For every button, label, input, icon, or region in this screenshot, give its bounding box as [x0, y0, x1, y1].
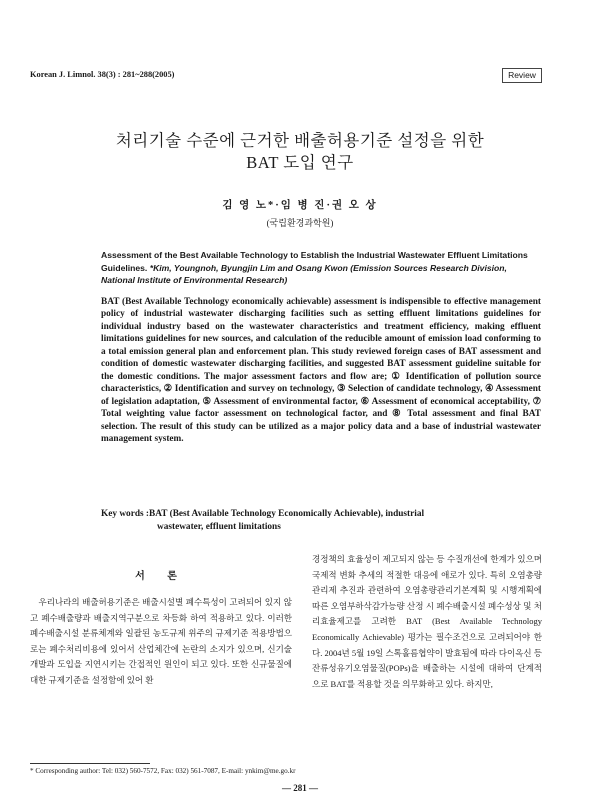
author-list: 김 영 노*·임 병 진·권 오 상	[222, 200, 378, 211]
affiliation: (국립환경과학원)	[266, 218, 334, 228]
keywords-line-1: BAT (Best Available Technology Economically Achievable), industrial	[149, 509, 425, 519]
section-heading-introduction: 서 론	[135, 571, 187, 582]
english-title: Assessment of the Best Available Technology to Establish the Industrial Wastewater Effluent Limitations Guidelines.	[101, 250, 528, 273]
keywords	[101, 508, 541, 534]
english-authors: *Kim, Youngnoh, Byungjin Lim and Osang Kwon (Emission Sources Research Division, National Institute of Environmental Research)	[101, 262, 507, 285]
keywords-label: Key words :	[101, 509, 150, 519]
body-text-right-column: 경정책의 효율성이 제고되지 않는 등 수질개선에 한계가 있으며 국제적 변화 추세의 적절한 대응에 애로가 있다. 특히 오염총량관리제 추진과 관련하여 오염총량관리기본계획 및 시행계획에 따른 오염부하삭감가능량 산정 시 폐수배출시설 폐수성상 및 처리효율제고를 고려한 BAT (Best Available Technology Economically Achievable) 평가는 필수조건으로 고려되어야 한다. 2004년 5월 19일 스톡홀름협약이 발효됨에 따라 다이옥신 등 잔류성유기오염물질(POPs)을 배출하는 시설에 대하여 단계적으로 BAT를 적용할 것을 의무화하고 있다. 하지만,	[312, 554, 542, 689]
corresponding-author-footnote: * Corresponding author: Tel: 032) 560-7572, Fax: 032) 561-7087, E-mail: ynkim@me.go.kr	[30, 767, 296, 775]
footnote-divider	[30, 763, 150, 764]
page-number: — 281 —	[282, 783, 318, 793]
review-badge: Review	[502, 68, 542, 83]
english-title-block	[101, 249, 541, 287]
journal-citation: Korean J. Limnol. 38(3) : 281~288(2005)	[30, 70, 175, 79]
body-text-left-column: 우리나라의 배출허용기준은 배출시설별 폐수특성이 고려되어 있지 않고 폐수배출량과 배출지역구분으로 차등화 하여 적용하고 있다. 이러한 폐수배출시설 분류체계와 일괄된 농도규제 위주의 규제기준 적용방법으로는 폐수처리비용에 있어서 산업체간에 논란의 소지가 있으며, 신기술개발과 도입을 지연시키는 간접적인 원인이 되고 있다. 또한 신규물질에 대한 규제기준을 설정함에 있어 환	[30, 597, 292, 685]
abstract: BAT (Best Available Technology economically achievable) assessment is indispensible to effective management policy of industrial wastewater discharging facilities such as setting effluent limitations guidelines for individual industry based on the wastewater characteristics and treatment efficiency, making effluent limitations guidelines for new sources, and calculation of the reducible amount of emission load conforming to a total emission general plan and enforcement plan. This study reviewed foreign cases of BAT assessment and condition of domestic wastewater discharging facilities, and suggested BAT assessment guideline suitable for the domestic conditions. The major assessment factors and flow are; ① Identification of pollution source characteristics, ② Identification and survey on technology, ③ Selection of candidate technology, ④ Assessment of legislation adaptation, ⑤ Assessment of environmental factor, ⑥ Assessment of economical acceptability, ⑦ Total weighting value factor assessment on technological factor, and ⑧ Total assessment and final BAT selection. The result of this study can be utilized as a major policy data and a base of industrial wastewater management system.	[101, 297, 541, 444]
paper-title-line-1: 처리기술 수준에 근거한 배출허용기준 설정을 위한	[115, 131, 485, 150]
paper-title-line-2: BAT 도입 연구	[246, 153, 354, 172]
keywords-line-2: wastewater, effluent limitations	[157, 522, 281, 532]
